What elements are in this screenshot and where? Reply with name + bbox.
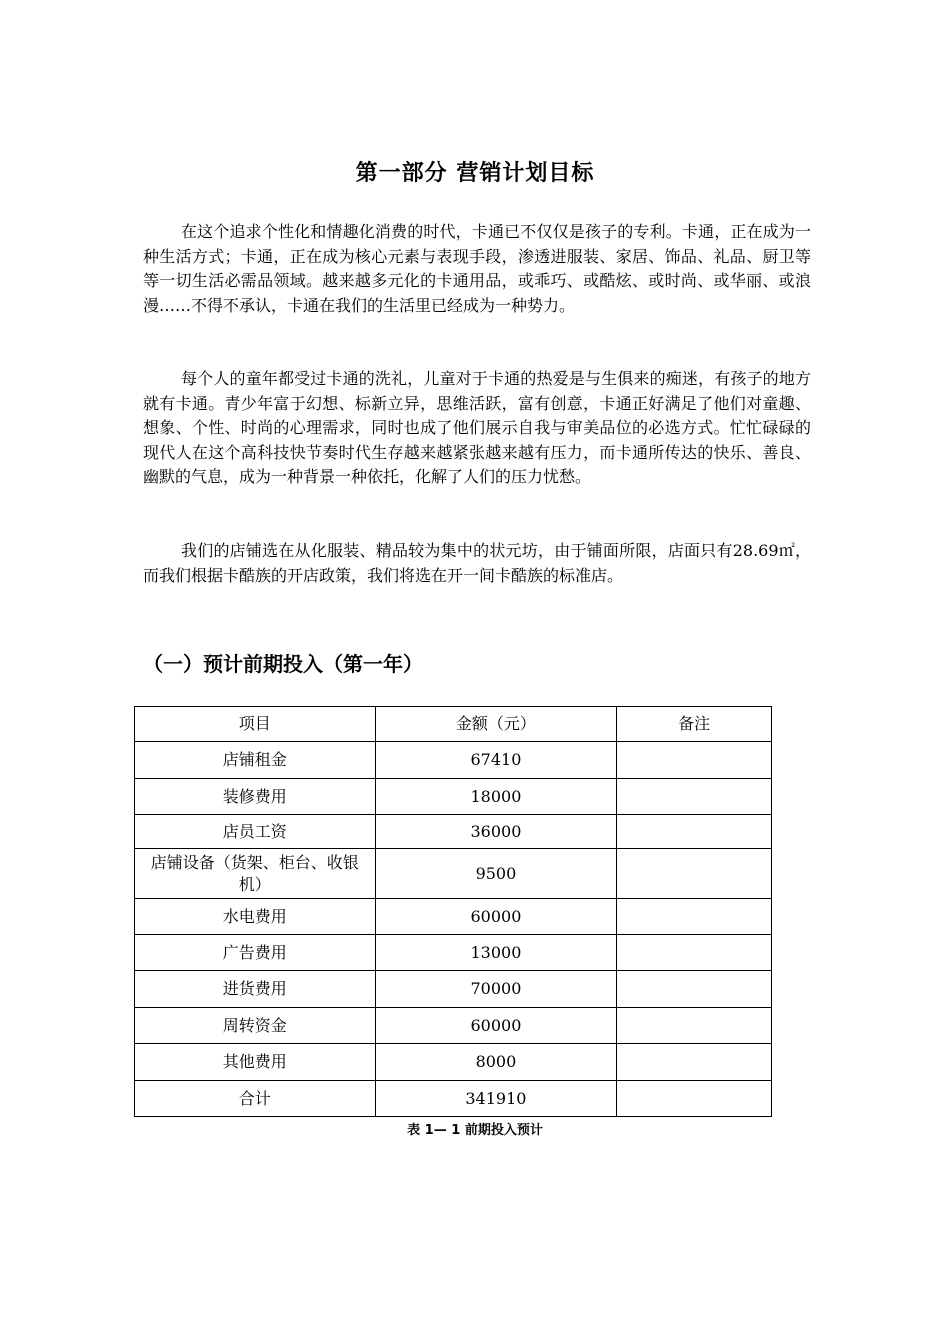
section-heading: （一）预计前期投入（第一年） xyxy=(143,652,423,676)
cell-note xyxy=(617,1081,772,1117)
cell-note xyxy=(617,742,772,779)
table-row xyxy=(135,849,772,899)
table-row xyxy=(135,935,772,971)
cell-note xyxy=(617,815,772,849)
table-row xyxy=(135,1008,772,1044)
paragraph-3: 我们的店铺选在从化服装、精品较为集中的状元坊，由于铺面所限，店面只有28.69㎡，而我们根据卡酷族的开店政策，我们将选在开一间卡酷族的标准店。 xyxy=(143,541,811,585)
page-title: 第一部分 营销计划目标 xyxy=(355,161,595,186)
cell-amount: 8000 xyxy=(375,1044,617,1081)
table-row xyxy=(135,742,772,779)
cell-item: 店铺租金 xyxy=(135,742,376,779)
cell-amount: 13000 xyxy=(375,935,617,971)
cell-item: 其他费用 xyxy=(135,1044,376,1081)
cell-item: 水电费用 xyxy=(135,899,376,935)
table-row xyxy=(135,971,772,1008)
table-header-row xyxy=(135,707,772,742)
cell-note xyxy=(617,1008,772,1044)
cell-note xyxy=(617,899,772,935)
cell-amount: 36000 xyxy=(375,815,617,849)
paragraph-1: 在这个追求个性化和情趣化消费的时代，卡通已不仅仅是孩子的专利。卡通，正在成为一种生活方式；卡通，正在成为核心元素与表现手段，渗透进服装、家居、饰品、礼品、厨卫等等一切生活必需品领域。越来越多元化的卡通用品，或乖巧、或酷炫、或时尚、或华丽、或浪漫……不得不承认，卡通在我们的生活里已经成为一种势力。 xyxy=(143,222,811,315)
table-row xyxy=(135,779,772,815)
table-total-row xyxy=(135,1081,772,1117)
cell-amount: 60000 xyxy=(375,1008,617,1044)
cell-item: 进货费用 xyxy=(135,971,376,1008)
cell-amount: 70000 xyxy=(375,971,617,1008)
budget-table xyxy=(134,706,772,1117)
cell-note xyxy=(617,935,772,971)
header-note: 备注 xyxy=(617,707,772,742)
cell-note xyxy=(617,779,772,815)
table-row xyxy=(135,1044,772,1081)
cell-amount: 67410 xyxy=(375,742,617,779)
table-caption: 表 1— 1 前期投入预计 xyxy=(407,1123,543,1138)
paragraph-2: 每个人的童年都受过卡通的洗礼，儿童对于卡通的热爱是与生俱来的痴迷，有孩子的地方就有卡通。青少年富于幻想、标新立异，思维活跃，富有创意，卡通正好满足了他们对童趣、想象、个性、时尚的心理需求，同时也成了他们展示自我与审美品位的必选方式。忙忙碌碌的现代人在这个高科技快节奏时代生存越来越紧张越来越有压力，而卡通所传达的快乐、善良、幽默的气息，成为一种背景一种依托，化解了人们的压力忧愁。 xyxy=(143,369,811,486)
cell-note xyxy=(617,849,772,899)
cell-note xyxy=(617,1044,772,1081)
header-item: 项目 xyxy=(135,707,376,742)
cell-amount: 60000 xyxy=(375,899,617,935)
cell-amount: 341910 xyxy=(375,1081,617,1117)
cell-item: 店员工资 xyxy=(135,815,376,849)
cell-item: 合计 xyxy=(135,1081,376,1117)
cell-note xyxy=(617,971,772,1008)
cell-item: 广告费用 xyxy=(135,935,376,971)
header-amount: 金额（元） xyxy=(375,707,617,742)
cell-item: 周转资金 xyxy=(135,1008,376,1044)
table-row xyxy=(135,899,772,935)
table-row xyxy=(135,815,772,849)
cell-amount: 18000 xyxy=(375,779,617,815)
cell-item: 店铺设备（货架、柜台、收银机） xyxy=(135,849,376,899)
cell-amount: 9500 xyxy=(375,849,617,899)
cell-item: 装修费用 xyxy=(135,779,376,815)
